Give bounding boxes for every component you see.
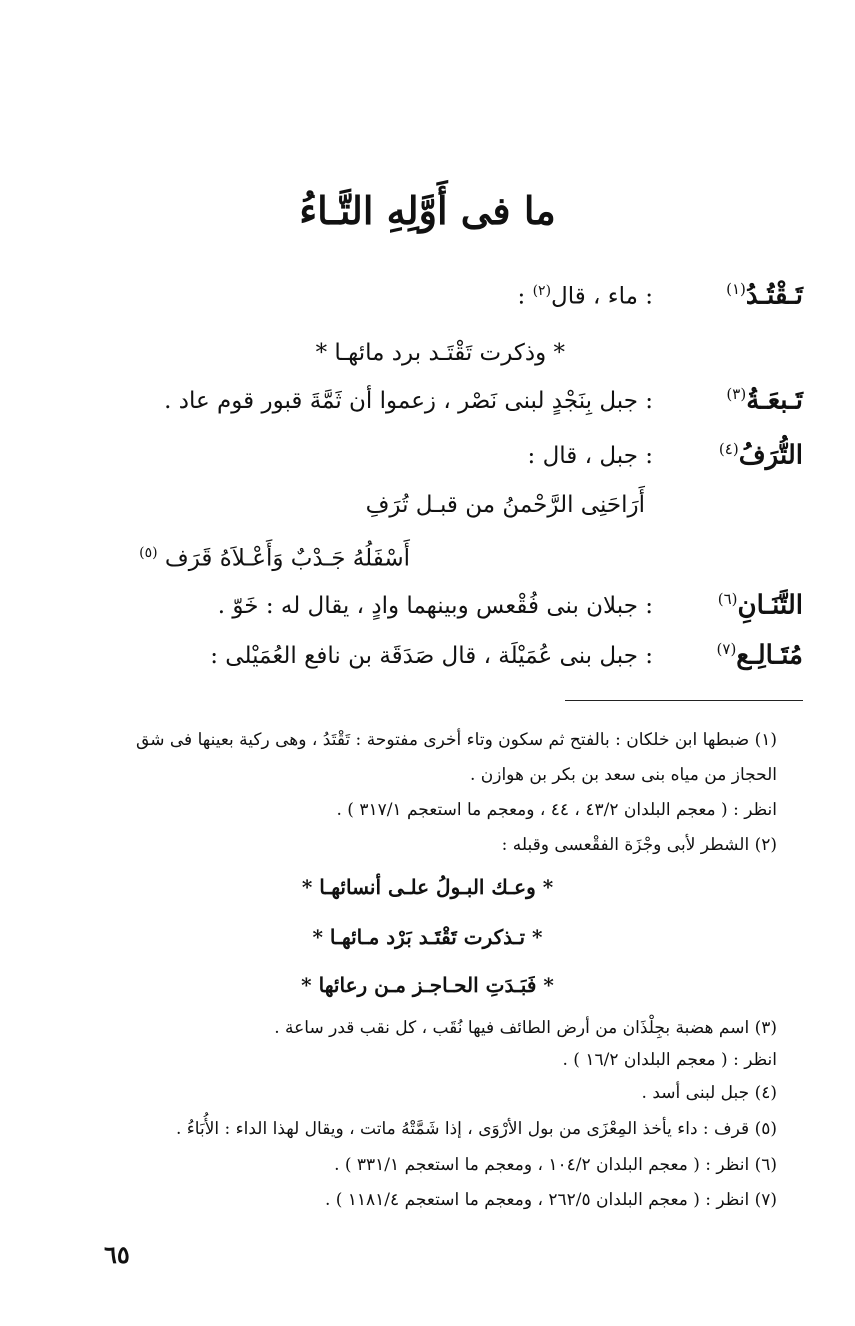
footnote-ref: (٥) <box>139 545 158 561</box>
entry-definition: : جبلان بنى فُقْعس وبينهما وادٍ ، يقال له : خَوّ . <box>217 593 653 619</box>
entry-turaf <box>90 440 803 486</box>
footnote-ref: (٦) <box>717 590 738 608</box>
footnote-ref: (١) <box>726 280 746 298</box>
footnote-5: (٥) قرف : داء يأخذ المِعْزَى من بول الأرْوَى ، إذا شَمَّتْهُ ماتت ، ويقال لهذا الداء : الأُبَاءُ . <box>176 1119 777 1139</box>
footnote-ref: (٤) <box>718 440 739 458</box>
footnote-6: (٦) انظر : ( معجم البلدان ١٠٤/٢ ، ومعجم ما استعجم ٣٣١/١ ) . <box>334 1155 777 1175</box>
entry-headword: مُتَـالِـع$^{(٧)}$ <box>716 640 803 671</box>
verse-line: * وذكرت تَقْتَـد برد مائهـا * <box>315 340 565 366</box>
entry-headword: تَـقْتُـدُ$^{(١)}$ <box>726 280 803 311</box>
entry-headword: التُّرَفُ$^{(٤)}$ <box>718 440 803 471</box>
entry-definition: : جبل بِنَجْدٍ لبنى نَصْر ، زعموا أن ثَمَّةَ قبور قوم عاد . <box>164 388 653 414</box>
footnote-1: (١) ضبطها ابن خلكان : بالفتح ثم سكون وتاء أخرى مفتوحة : تَقْتَدُ ، وهى ركية بعينها فى شق <box>136 730 777 750</box>
chapter-title: ما فى أَوَّلِهِ التَّـاءُ <box>299 188 556 233</box>
entry-definition: : جبل ، قال : <box>527 443 653 469</box>
footnote-7: (٧) انظر : ( معجم البلدان ٢٦٢/٥ ، ومعجم ما استعجم ١١٨١/٤ ) . <box>324 1190 777 1210</box>
footnote-ref: (٧) <box>716 640 737 658</box>
poem-line: * تـذكرت تَقْتَـد بَرْد مـائهـا * <box>312 925 543 949</box>
verse-line: أَسْفَلُهُ جَـدْبٌ وَأَعْـلاَهُ قَرَف $^{(٥)}$ <box>139 545 410 572</box>
footnote-1-ref: انظر : ( معجم البلدان ٤٣/٢ ، ٤٤ ، ومعجم ما استعجم ٣١٧/١ ) . <box>336 800 777 820</box>
page-number: ٦٥ <box>104 1240 130 1269</box>
entry-mutali <box>90 640 803 686</box>
footnote-ref: (٢) <box>532 283 552 299</box>
entry-tanan <box>90 590 803 636</box>
footnote-4: (٤) جبل لبنى أسد . <box>641 1083 777 1103</box>
footnote-divider <box>565 700 803 701</box>
entry-definition: : جبل بنى عُمَيْلَة ، قال صَدَقَة بن نافع العُمَيْلى : <box>210 643 653 669</box>
footnote-3-ref: انظر : ( معجم البلدان ١٦/٢ ) . <box>562 1050 777 1070</box>
poem-line: * فَبَـدَتِ الحـاجـز مـن رعائها * <box>301 973 554 997</box>
footnote-3: (٣) اسم هضبة بجِلْذَان من أرض الطائف فيها نُقَب ، كل نقب قدر ساعة . <box>274 1018 777 1038</box>
entry-taqtud <box>90 280 803 326</box>
footnote-2: (٢) الشطر لأبى وجْزَة الفقْعسى وقبله : <box>501 835 777 855</box>
entry-tabaa <box>90 385 803 431</box>
footnote-1-cont: الحجاز من مياه بنى سعد بن بكر بن هوازن . <box>469 765 777 785</box>
footnote-ref: (٣) <box>726 385 747 403</box>
entry-headword: التَّنَـانِ$^{(٦)}$ <box>717 590 803 621</box>
poem-line: * وعـك البـولُ علـى أنسائهـا * <box>301 875 554 899</box>
entry-definition: : ماء ، قال$^{(٢)}$ : <box>517 283 653 310</box>
verse-line: أَرَاحَنِى الرَّحْمنُ من قبـل تُرَفِ <box>365 492 645 518</box>
entry-headword: تَـبعَـةُ$^{(٣)}$ <box>726 385 803 416</box>
